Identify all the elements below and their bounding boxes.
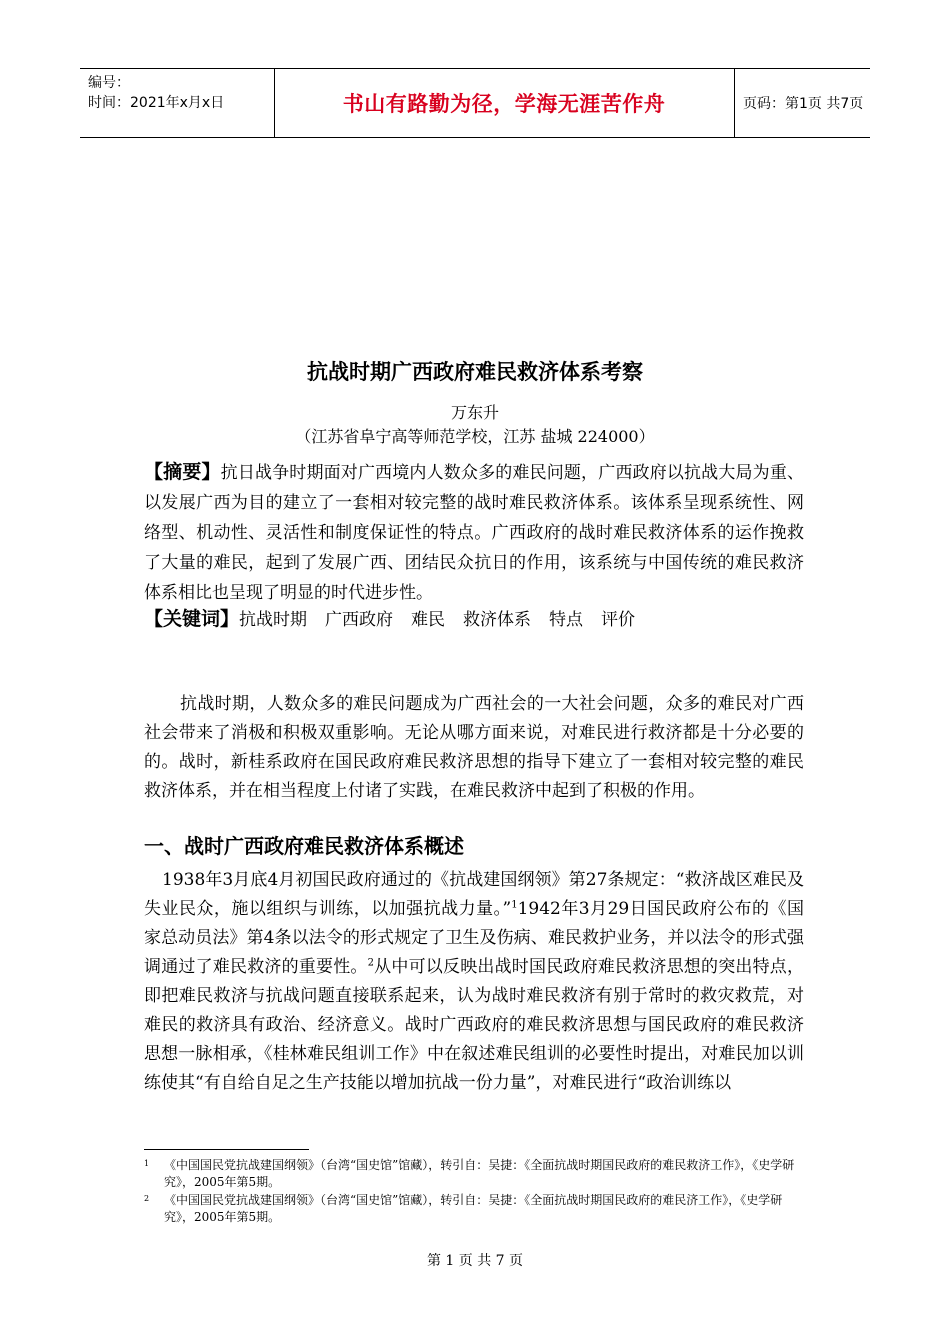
article-title: 抗战时期广西政府难民救济体系考察: [307, 360, 643, 384]
section-heading: 一、战时广西政府难民救济体系概述: [144, 834, 464, 858]
abstract-text: 抗日战争时期面对广西境内人数众多的难民问题，广西政府以抗战大局为重、以发展广西为目的建立了一套相对较完整的战时难民救济体系。该体系呈现系统性、网络型、机动性、灵活性和制度保证性的特点。广西政府的战时难民救济体系的运作挽救了大量的难民，起到了发展广西、团结民众抗日的作用，该系统与中国传统的难民救济体系相比也呈现了明显的时代进步性。: [144, 463, 804, 603]
header-page-info: 页码：第1页 共7页: [743, 96, 864, 112]
motto: 书山有路勤为径，学海无涯苦作舟: [342, 92, 666, 116]
body-text-part: 1942年3月29日国民政府公布的《国家总动员法》第4条以法令的形式规定了卫生及伤病、难民救护业务，并以法令的形式强调通过了难民救济的重要性。: [144, 899, 804, 977]
article-author: 万东升: [450, 403, 499, 422]
header-motto-cell: [274, 69, 735, 137]
abstract: [144, 457, 804, 608]
keyword: 难民: [411, 610, 446, 630]
footnote-divider: [144, 1149, 309, 1150]
footnote-ref[interactable]: 2: [367, 957, 374, 969]
footnote: [144, 1192, 804, 1226]
article-affiliation: （江苏省阜宁高等师范学校，江苏 盐城 224000）: [295, 427, 655, 446]
keywords: [144, 605, 804, 635]
keyword: 特点: [549, 610, 584, 630]
keyword: 救济体系: [463, 610, 532, 630]
keyword: 评价: [601, 610, 636, 630]
number-label: 编号：: [88, 75, 130, 91]
date-label: 时间：2021年x月x日: [88, 95, 225, 111]
page-footer: 第 1 页 共 7 页: [426, 1253, 524, 1269]
footnote-ref[interactable]: 1: [511, 899, 518, 911]
footnote-number: 2: [144, 1194, 150, 1203]
keyword: 广西政府: [325, 610, 394, 630]
header-left-cell: [80, 69, 275, 137]
footnote: [144, 1157, 804, 1191]
keywords-label: 【关键词】: [144, 608, 240, 630]
header-page-cell: [735, 69, 870, 137]
intro-paragraph: 抗战时期，人数众多的难民问题成为广西社会的一大社会问题，众多的难民对广西社会带来了消极和积极双重影响。无论从哪方面来说，对难民进行救济都是十分必要的的。战时，新桂系政府在国民政府难民救济思想的指导下建立了一套相对较完整的难民救济体系，并在相当程度上付诸了实践，在难民救济中起到了积极的作用。: [144, 694, 804, 801]
header-table: [80, 68, 870, 138]
body-text-part: 从中可以反映出战时国民政府难民救济思想的突出特点，即把难民救济与抗战问题直接联系起来，认为战时难民救济有别于常时的救灾救荒，对难民的救济具有政治、经济意义。战时广西政府的难民救济思想与国民政府的难民救济思想一脉相承，《桂林难民组训工作》中在叙述难民组训的必要性时提出，对难民加以训练使其“有自给自足之生产技能以增加抗战一份力量”，对难民进行“政治训练以: [144, 957, 804, 1093]
section-body-paragraph: [144, 866, 804, 1098]
footnote-text: 《中国国民党抗战建国纲领》（台湾“国史馆”馆藏），转引自：吴捷：《全面抗战时期国民政府的难民救济工作》，《史学研究》，2005年第5期。: [164, 1158, 795, 1189]
footnote-text: 《中国国民党抗战建国纲领》（台湾“国史馆”馆藏），转引自：吴捷：《全面抗战时期国民政府的难民济工作》，《史学研究》，2005年第5期。: [164, 1193, 783, 1224]
footnote-number: 1: [144, 1159, 150, 1168]
keyword: 抗战时期: [239, 610, 308, 630]
body-text-part: 1938年3月底4月初国民政府通过的《抗战建国纲领》第27条规定：“救济战区难民及失业民众，施以组织与训练，以加强抗战力量。”: [144, 870, 804, 919]
abstract-label: 【摘要】: [144, 461, 221, 483]
